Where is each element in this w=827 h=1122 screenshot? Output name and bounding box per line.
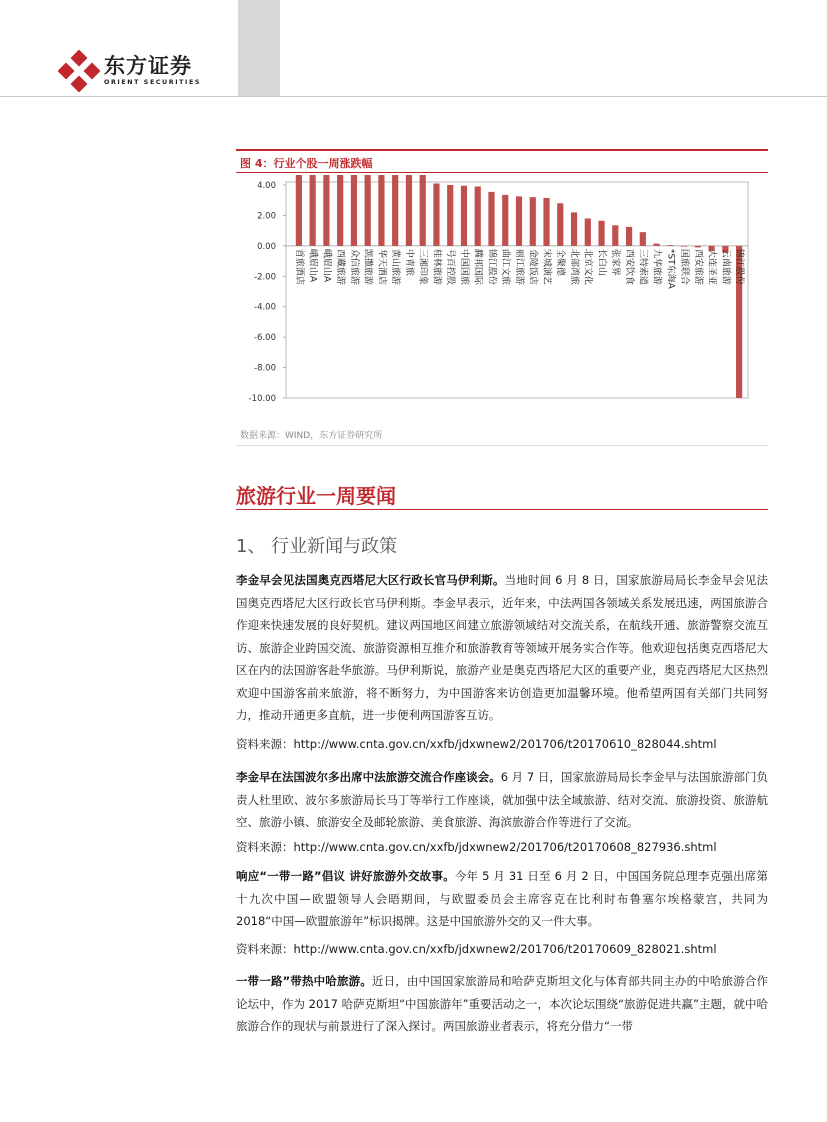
bar: [626, 227, 632, 246]
news-source-1: 资料来源：http://www.cnta.gov.cn/xxfb/jdxwnew2/201706/t20170610_828044.shtml: [236, 737, 717, 751]
x-category-label: 众信旅游: [348, 248, 359, 285]
logo-mark-icon: [58, 50, 100, 92]
x-category-label: 西安饮食: [623, 248, 634, 285]
figure-top-rule: [236, 149, 768, 151]
x-category-label: 桂林旅游: [431, 248, 442, 285]
x-category-label: 首旅酒店: [293, 248, 304, 285]
bar: [571, 212, 577, 245]
y-tick-label: -8.00: [254, 363, 276, 374]
news-item-3: [236, 865, 768, 933]
x-category-label: 华天酒店: [376, 248, 387, 285]
x-category-label: 锦江股份: [734, 248, 745, 285]
news-item-1: [236, 569, 768, 727]
news-item-4: [236, 970, 768, 1038]
x-category-label: 宋城演艺: [541, 248, 552, 285]
bar: [475, 187, 481, 246]
x-category-label: 全聚德: [555, 248, 566, 276]
bar: [543, 198, 549, 246]
bar: [461, 186, 467, 246]
y-tick-label: 2.00: [257, 211, 276, 222]
bar: [585, 218, 591, 245]
x-category-label: 张家界: [610, 248, 621, 276]
logo-subtext: ORIENT SECURITIES: [104, 79, 202, 86]
x-category-label: 三湘印象: [417, 248, 428, 285]
y-tick-label: 0.00: [257, 241, 276, 252]
y-tick-label: -4.00: [254, 302, 276, 313]
logo-text: 东方证券: [104, 54, 192, 78]
bar-chart: [236, 175, 768, 425]
x-category-label: 国旅联合: [678, 248, 689, 285]
y-tick-label: 4.00: [257, 181, 276, 191]
bar: [378, 175, 384, 246]
bar: [640, 232, 646, 246]
bar: [392, 175, 398, 246]
bar: [310, 175, 316, 246]
bar: [598, 221, 604, 246]
header-band: [238, 0, 280, 96]
bar: [516, 196, 522, 245]
bar: [420, 175, 426, 246]
bar: [351, 175, 357, 246]
section-rule: [236, 509, 768, 510]
news-headline: 李金早在法国波尔多出席中法旅游交流合作座谈会。: [236, 770, 501, 784]
bar: [530, 197, 536, 246]
y-tick-label: -6.00: [254, 333, 276, 344]
figure-source: 数据来源：WIND，东方证券研究所: [240, 431, 383, 441]
bar: [488, 192, 494, 246]
bar: [447, 185, 453, 246]
x-category-label: 云南旅游: [720, 248, 731, 285]
x-category-label: 金陵饭店: [527, 248, 538, 285]
x-category-label: 锦江股份: [486, 248, 497, 285]
figure-bottom-rule: [236, 445, 768, 446]
y-tick-label: -10.00: [248, 394, 276, 404]
news-headline: 响应“一带一路”倡议 讲好旅游外交故事。: [236, 869, 455, 883]
header-divider: [0, 96, 827, 97]
news-item-2: [236, 766, 768, 834]
figure-title: 图 4：行业个股一周涨跌幅: [240, 157, 373, 170]
bar: [695, 246, 701, 248]
subsection-title: 1、 行业新闻与政策: [236, 536, 398, 557]
news-source-2: 资料来源：http://www.cnta.gov.cn/xxfb/jdxwnew2/201706/t20170608_827936.shtml: [236, 840, 717, 854]
x-category-label: 西安旅游: [692, 248, 703, 285]
news-body: 当地时间 6 月 8 日，国家旅游局局长李金早会见法国奥克西塔尼大区行政长官马伊利斯。李金早表示，近年来，中法两国各领域关系发展迅速，两国旅游合作迎来快速发展的良好契机。建议两国地区间建立旅游领域结对交流关系，在航线开通、旅游警察交流互访、旅游企业跨国交流、旅游资源相互推介和旅游教育等领域开展务实合作等。他欢迎包括奥克西塔尼大区在内的法国游客赴华旅游。马伊利斯说，旅游产业是奥克西塔尼大区的重要产业，奥克西塔尼大区热烈欢迎中国游客前来旅游，将不断努力，为中国游客来访创造更加温馨环境。他希望两国有关部门共同努力，推动开通更多直航，进一步便利两国游客互访。: [236, 573, 768, 722]
figure-title-rule: [236, 172, 768, 173]
company-logo: [58, 50, 228, 92]
bar: [323, 175, 329, 246]
bar: [502, 195, 508, 246]
news-body: 近日，由中国国家旅游局和哈萨克斯坦文化与体育部共同主办的中哈旅游合作论坛中，作为 2017 哈萨克斯坦“中国旅游年”重要活动之一，本次论坛围绕“旅游促进共赢”主题，就中哈旅游合作的现状与前景进行了深入探讨。两国旅游业者表示，将充分借力“一带: [236, 974, 769, 1033]
x-category-label: 北京文化: [582, 248, 593, 285]
x-category-label: 黄山旅游: [390, 248, 401, 285]
bar: [296, 175, 302, 246]
section-title: 旅游行业一周要闻: [236, 484, 396, 508]
x-category-label: 峨眉山A: [307, 248, 318, 283]
news-headline: 李金早会见法国奥克西塔尼大区行政长官马伊利斯。: [236, 573, 505, 587]
x-category-label: 长白山: [596, 248, 607, 276]
x-category-label: 中国国旅: [458, 248, 469, 285]
bar: [365, 175, 371, 246]
chart-labels: [249, 181, 746, 404]
x-category-label: *ST东海A: [665, 248, 676, 289]
x-category-label: 号百控股: [445, 248, 456, 285]
bar: [337, 175, 343, 246]
bar: [653, 244, 659, 246]
news-body: 今年 5 月 31 日至 6 月 2 日，中国国务院总理李克强出席第十九次中国—欧盟领导人会晤期间，与欧盟委员会主席容克在比利时布鲁塞尔埃格蒙宫，共同为 2018“中国—欧盟旅游年”标识揭牌。这是中国旅游外交的又一件大事。: [236, 869, 768, 928]
x-category-label: 中青旅: [403, 248, 414, 276]
x-category-label: 三特索道: [637, 248, 648, 285]
bar: [612, 225, 618, 246]
x-category-label: 九华旅游: [651, 248, 662, 285]
bar: [681, 246, 687, 247]
bar: [406, 175, 412, 246]
x-category-label: 大连圣亚: [706, 248, 717, 285]
bar: [667, 245, 673, 246]
x-category-label: 凯撒旅游: [362, 248, 373, 285]
news-source-3: 资料来源：http://www.cnta.gov.cn/xxfb/jdxwnew2/201706/t20170609_828021.shtml: [236, 942, 717, 956]
x-category-label: 曲江文旅: [500, 248, 511, 285]
bar: [557, 203, 563, 246]
y-tick-label: -2.00: [254, 272, 276, 283]
x-category-label: 西藏旅游: [335, 248, 346, 285]
x-category-label: 峨眉山A: [321, 248, 332, 283]
x-category-label: 北部湾旅: [568, 248, 579, 285]
news-headline: 一带一路”带热中哈旅游。: [236, 974, 372, 988]
x-category-label: 丽江旅游: [513, 248, 524, 285]
x-category-label: 腾邦国际: [472, 248, 483, 285]
news-body: 6 月 7 日，国家旅游局局长李金早与法国旅游部门负责人杜里欧、波尔多旅游局长马丁等举行工作座谈，就加强中法全域旅游、结对交流、旅游投资、旅游航空、旅游小镇、旅游安全及邮轮旅游、美食旅游、海滨旅游合作等进行了交流。: [236, 770, 768, 829]
bar: [433, 183, 439, 245]
